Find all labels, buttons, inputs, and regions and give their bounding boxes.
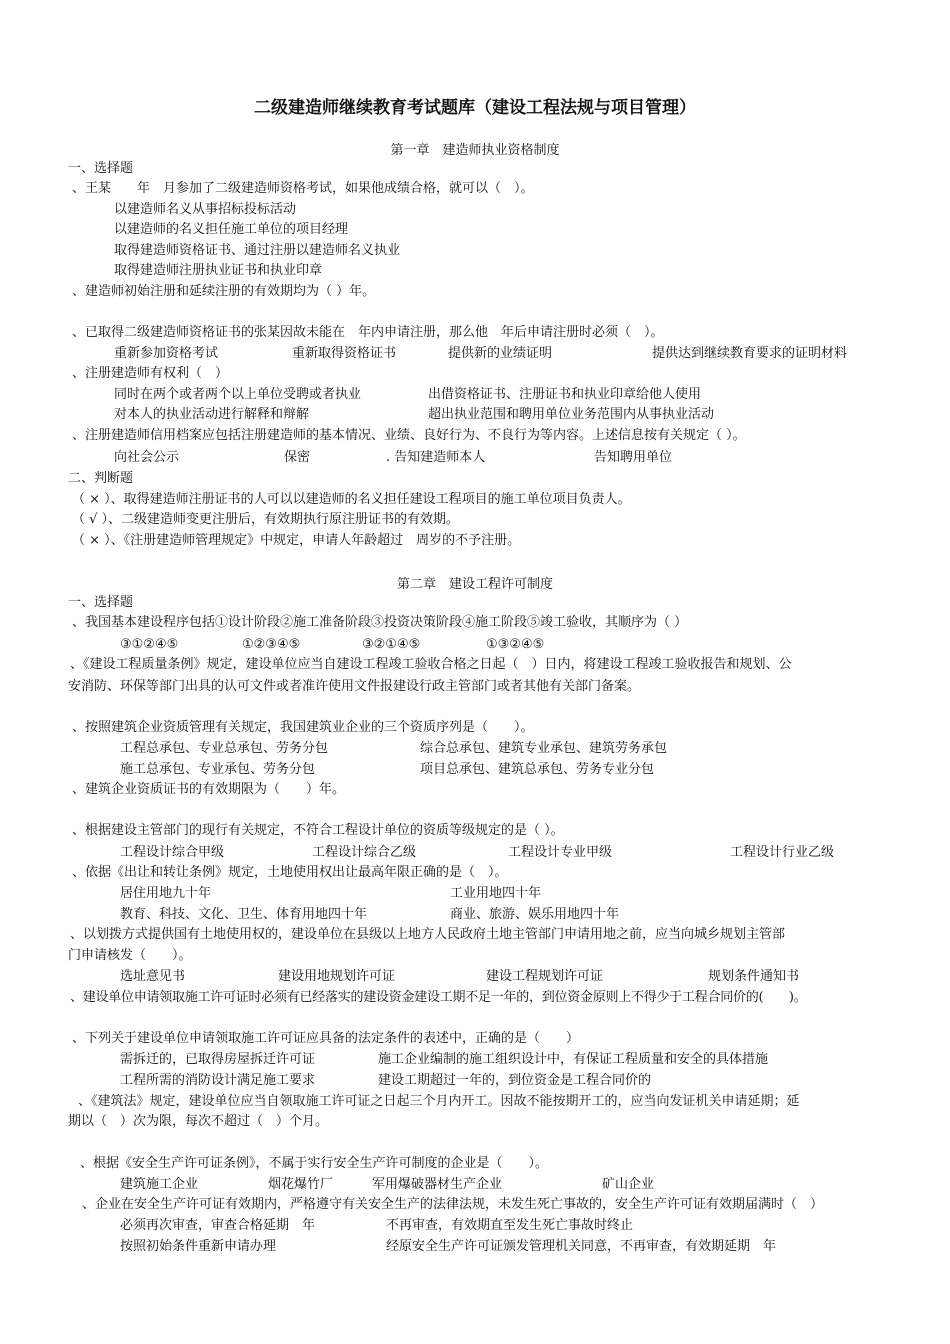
chapter-2-heading: 第二章 建设工程许可制度 <box>396 577 553 592</box>
ch2-q6-option: 居住用地九十年 <box>120 886 212 901</box>
ch2-question-7-cont: 门申请核发（ ）。 <box>68 948 192 963</box>
ch1-q1-option: 以建造师的名义担任施工单位的项目经理 <box>114 222 349 237</box>
ch2-q11-option: 烟花爆竹厂 <box>268 1177 334 1192</box>
document-title: 二级建造师继续教育考试题库（建设工程法规与项目管理） <box>254 98 696 118</box>
ch2-q7-option: 建设工程规划许可证 <box>486 969 604 984</box>
ch1-q4-option: 对本人的执业活动进行解释和辩解 <box>114 407 310 422</box>
ch2-question-4: 、建筑企业资质证书的有效期限为（ ）年。 <box>72 782 346 797</box>
ch2-section-choice: 一、选择题 <box>68 595 134 610</box>
ch2-q6-option: 教育、科技、文化、卫生、体育用地四十年 <box>120 907 368 922</box>
ch2-q1-option: ③①②④⑤ <box>120 637 179 652</box>
ch2-q9-option: 需拆迁的，已取得房屋拆迁许可证 <box>120 1052 316 1067</box>
ch2-q5-option: 工程设计综合甲级 <box>120 845 225 860</box>
ch1-question-5: 、注册建造师信用档案应包括注册建造师的基本情况、业绩、良好行为、不良行为等内容。上述信息按有关规定（ ）。 <box>72 428 746 443</box>
ch2-question-8: 、建设单位申请领取施工许可证时必须有已经落实的建设资金建设工期不足一年的，到位资金原则上不得少于工程合同价的( )。 <box>70 990 807 1005</box>
ch2-q6-option: 工业用地四十年 <box>450 886 542 901</box>
ch2-question-10-cont: 期以（ ）次为限，每次不超过（ ）个月。 <box>68 1114 329 1129</box>
ch1-q5-option: 向社会公示 <box>114 450 180 465</box>
ch1-q3-option: 提供新的业绩证明 <box>448 346 553 361</box>
ch2-question-6: 、依据《出让和转让条例》规定，土地使用权出让最高年限正确的是（ ）。 <box>72 865 508 880</box>
chapter-1-heading: 第一章 建造师执业资格制度 <box>390 143 560 158</box>
ch2-question-10: 、《建筑法》规定，建设单位应当自领取施工许可证之日起三个月内开工。因故不能按期开工的，应当向发证机关申请延期；延 <box>78 1094 800 1109</box>
ch2-q3-option: 综合总承包、建筑专业承包、建筑劳务承包 <box>420 741 668 756</box>
ch1-q4-option: 超出执业范围和聘用单位业务范围内从事执业活动 <box>428 407 715 422</box>
ch2-q11-option: 建筑施工企业 <box>120 1177 199 1192</box>
ch1-question-3: 、已取得二级建造师资格证书的张某因故未能在 年内申请注册，那么他 年后申请注册时必须（ ）。 <box>72 325 664 340</box>
ch2-q12-option: 经原安全生产许可证颁发管理机关同意，不再审查，有效期延期 年 <box>386 1239 777 1254</box>
ch2-q7-option: 规划条件通知书 <box>708 969 800 984</box>
ch1-q3-option: 重新参加资格考试 <box>114 346 219 361</box>
ch1-section-judgement: 二、判断题 <box>68 471 134 486</box>
ch2-q1-option: ①③②④⑤ <box>486 637 545 652</box>
ch2-q9-option: 施工企业编制的施工组织设计中，有保证工程质量和安全的具体措施 <box>378 1052 769 1067</box>
ch2-q1-option: ①②③④⑤ <box>242 637 301 652</box>
ch2-question-7: 、以划拨方式提供国有土地使用权的，建设单位在县级以上地方人民政府土地主管部门申请用地之前，应当向城乡规划主管部 <box>70 927 786 942</box>
ch1-judgement-1: （ × ）、取得建造师注册证书的人可以以建造师的名义担任建设工程项目的施工单位项目负责人。 <box>72 492 631 507</box>
ch2-question-1: 、我国基本建设程序包括①设计阶段②施工准备阶段③投资决策阶段④施工阶段⑤竣工验收，其顺序为（ ） <box>72 615 688 630</box>
ch2-question-2: 、《建设工程质量条例》规定，建设单位应当自建设工程竣工验收合格之日起（ ）日内，将建设工程竣工验收报告和规划、公 <box>70 657 792 672</box>
ch1-q5-option: . 告知建造师本人 <box>386 450 486 465</box>
ch1-q3-option: 提供达到继续教育要求的证明材料 <box>652 346 848 361</box>
ch2-q3-option: 工程总承包、专业总承包、劳务分包 <box>120 741 329 756</box>
ch1-question-4: 、注册建造师有权利（ ） <box>72 366 229 381</box>
ch2-question-9: 、下列关于建设单位申请领取施工许可证应具备的法定条件的表述中，正确的是（ ） <box>72 1031 580 1046</box>
ch2-question-11: 、根据《安全生产许可证条例》，不属于实行安全生产许可制度的企业是（ ）。 <box>80 1156 549 1171</box>
ch2-question-2-cont: 安消防、环保等部门出具的认可文件或者准许使用文件报建设行政主管部门或者其他有关部门备案。 <box>68 679 641 694</box>
ch1-judgement-2: （ √ ）、二级建造师变更注册后，有效期执行原注册证书的有效期。 <box>72 512 460 527</box>
ch2-q7-option: 建设用地规划许可证 <box>278 969 396 984</box>
ch2-q7-option: 选址意见书 <box>120 969 186 984</box>
ch1-q3-option: 重新取得资格证书 <box>292 346 397 361</box>
ch1-question-2: 、建造师初始注册和延续注册的有效期均为（ ）年。 <box>72 284 376 299</box>
ch1-q1-option: 取得建造师注册执业证书和执业印章 <box>114 263 323 278</box>
ch1-q1-option: 以建造师名义从事招标投标活动 <box>114 202 297 217</box>
ch1-q5-option: 保密 <box>284 450 311 465</box>
ch2-q5-option: 工程设计行业乙级 <box>730 845 835 860</box>
ch2-q5-option: 工程设计综合乙级 <box>312 845 417 860</box>
ch2-q5-option: 工程设计专业甲级 <box>508 845 613 860</box>
ch2-q1-option: ③②①④⑤ <box>362 637 421 652</box>
ch2-q3-option: 项目总承包、建筑总承包、劳务专业分包 <box>420 762 655 777</box>
ch2-q6-option: 商业、旅游、娱乐用地四十年 <box>450 907 620 922</box>
ch2-question-12: 、企业在安全生产许可证有效期内，严格遵守有关安全生产的法律法规，未发生死亡事故的，安全生产许可证有效期届满时（ ） <box>82 1197 824 1212</box>
ch2-q11-option: 军用爆破器材生产企业 <box>372 1177 503 1192</box>
ch1-q1-option: 取得建造师资格证书、通过注册以建造师名义执业 <box>114 243 401 258</box>
ch2-q9-option: 建设工期超过一年的，到位资金是工程合同价的 <box>378 1073 652 1088</box>
ch1-section-choice: 一、选择题 <box>68 161 134 176</box>
ch1-q4-option: 出借资格证书、注册证书和执业印章给他人使用 <box>428 387 702 402</box>
ch2-q9-option: 工程所需的消防设计满足施工要求 <box>120 1073 316 1088</box>
ch2-q12-option: 必须再次审查，审查合格延期 年 <box>120 1218 316 1233</box>
ch2-q11-option: 矿山企业 <box>602 1177 655 1192</box>
ch2-q3-option: 施工总承包、专业承包、劳务分包 <box>120 762 316 777</box>
ch1-q4-option: 同时在两个或者两个以上单位受聘或者执业 <box>114 387 362 402</box>
ch1-judgement-3: （ × ）、《注册建造师管理规定》中规定，申请人年龄超过 周岁的不予注册。 <box>72 533 521 548</box>
ch2-q12-option: 按照初始条件重新申请办理 <box>120 1239 277 1254</box>
ch2-question-3: 、按照建筑企业资质管理有关规定，我国建筑业企业的三个资质序列是（ ）。 <box>72 720 534 735</box>
ch1-q5-option: 告知聘用单位 <box>594 450 673 465</box>
ch1-question-1: 、王某 年 月参加了二级建造师资格考试，如果他成绩合格，就可以（ ）。 <box>72 181 534 196</box>
ch2-question-5: 、根据建设主管部门的现行有关规定，不符合工程设计单位的资质等级规定的是（ ）。 <box>72 823 564 838</box>
ch2-q12-option: 不再审查，有效期直至发生死亡事故时终止 <box>386 1218 634 1233</box>
